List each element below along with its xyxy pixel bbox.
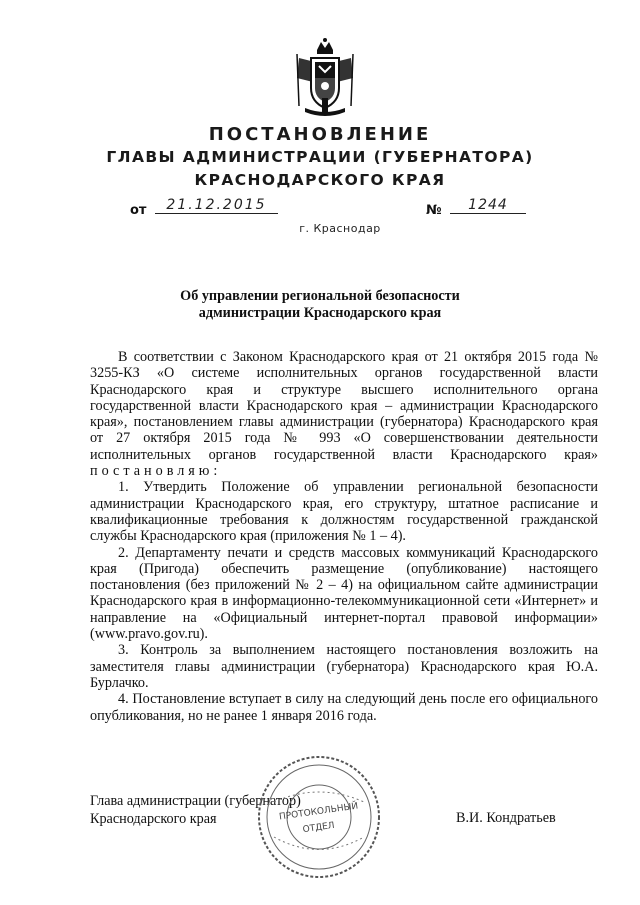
subject-line-2: администрации Краснодарского края	[198, 305, 442, 321]
document-title: ПОСТАНОВЛЕНИЕ	[208, 124, 432, 145]
protocol-department-stamp	[254, 752, 384, 882]
item-paragraph-1: 1. Утвердить Положение об управлении региональной безопасности администрации Краснодарского края, его структуру, штатное расписание и квалификационные требования к должностям государственной гражданской службы Краснодарского края (приложения № 1 – 4).	[90, 479, 598, 545]
document-date: 21.12.2015	[155, 197, 278, 214]
item-paragraph-4: 4. Постановление вступает в силу на следующий день после его официального опубликования, но не ранее 1 января 2016 года.	[90, 691, 598, 724]
preamble-paragraph	[90, 349, 598, 479]
stamp-text-line-2: ОТДЕЛ	[302, 820, 336, 836]
document-body	[90, 349, 598, 724]
document-city: г. Краснодар	[299, 222, 381, 235]
document-number: 1244	[450, 197, 526, 214]
coat-of-arms-emblem	[293, 36, 357, 118]
stamp-text-line-1: ПРОТОКОЛЬНЫЙ	[278, 801, 359, 823]
issuer-title: ГЛАВЫ АДМИНИСТРАЦИИ (ГУБЕРНАТОРА)	[106, 148, 534, 166]
number-prefix: №	[426, 203, 442, 218]
signatory-name: В.И. Кондратьев	[456, 810, 556, 826]
item-paragraph-2: 2. Департаменту печати и средств массовых коммуникаций Краснодарского края (Пригода) обеспечить размещение (опубликование) настоящего постановления (без приложений № 2 – 4) на официальном сайте администрации Краснодарского края в информационно-телекоммуникационной сети «Интернет» и направление на «Официальный интернет-портал правовой информации» (www.pravo.gov.ru).	[90, 544, 598, 643]
subject-line-1: Об управлении региональной безопасности	[180, 288, 460, 304]
resolve-word: постановляю:	[90, 463, 222, 480]
region-title: КРАСНОДАРСКОГО КРАЯ	[194, 171, 446, 189]
signatory-position-line-1: Глава администрации (губернатор)	[90, 793, 301, 809]
item-paragraph-3: 3. Контроль за выполнением настоящего постановления возложить на заместителя главы администрации (губернатора) Краснодарского края Ю.А. Бурлачко.	[90, 642, 598, 691]
date-prefix: от	[130, 203, 147, 218]
signatory-position-line-2: Краснодарского края	[90, 811, 217, 827]
preamble-text: В соответствии с Законом Краснодарского края от 21 октября 2015 года № 3255-КЗ «О системе исполнительных органов государственной власти Краснодарского края и структуре высшего исполнительного органа государственной власти Краснодарского края – администрации Краснодарского края», постановлением главы администрации (губернатора) Краснодарского края от 27 октября 2015 года № 993 «О совершенствовании деятельности исполнительных органов государственной власти Краснодарского края»	[90, 349, 598, 463]
